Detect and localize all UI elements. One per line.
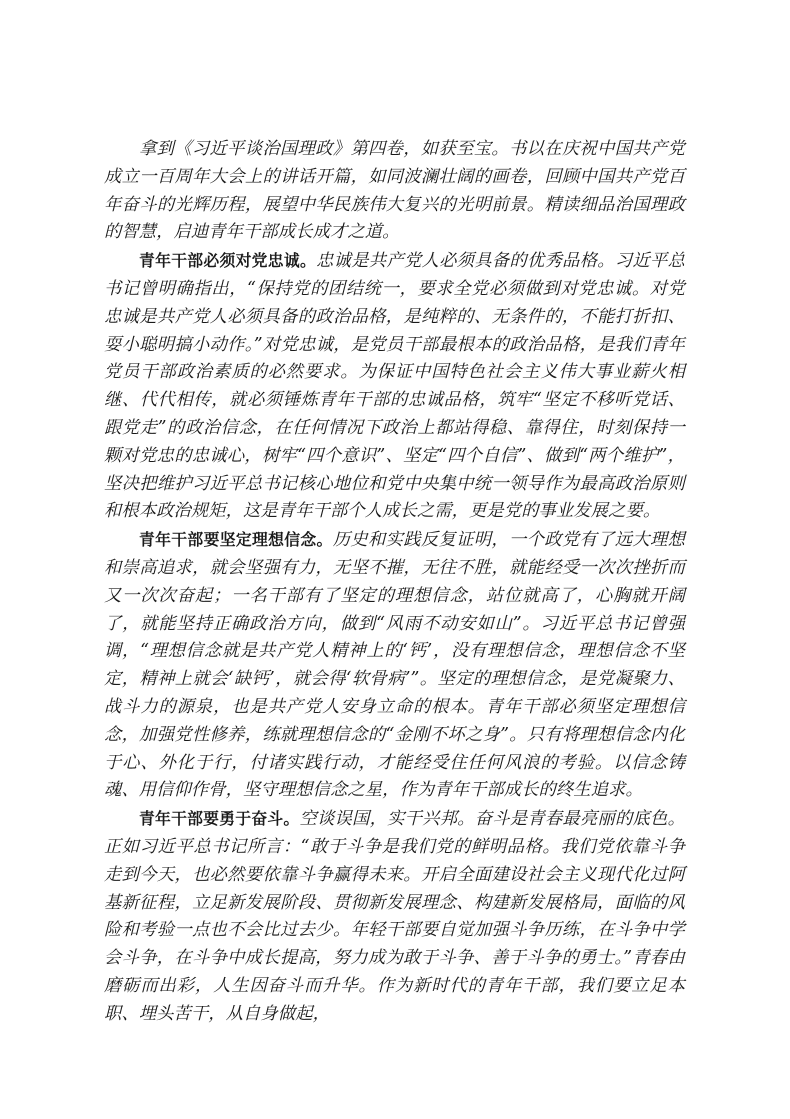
ideals-paragraph [104, 526, 685, 805]
paragraph-text: 空谈误国，实干兴邦。奋斗是青春最亮丽的底色。正如习近平总书记所言：“敢于斗争是我们党的鲜明品格。我们党依靠斗争走到今天，也必然要依靠斗争赢得未来。开启全面建设社会主义现代化过阿基新征程，立足新发展阶段、贯彻新发展理念、构建新发展格局，面临的风险和考验一点也不会比过去少。年轻干部要自觉加强斗争历练，在斗争中学会斗争，在斗争中成长提高，努力成为敢于斗争、善于斗争的勇士。”青春由磨砺而出彩，人生因奋斗而升华。作为新时代的青年干部，我们要立足本职、埋头苦干，从自身做起， [104, 809, 685, 1024]
paragraph-text: 历史和实践反复证明，一个政党有了远大理想和崇高追求，就会坚强有力，无坚不摧，无往不胜，就能经受一次次挫折而又一次次奋起；一名干部有了坚定的理想信念，站位就高了，心胸就开阔了，就能坚持正确政治方向，做到“风雨不动安如山”。习近平总书记曾强调，“理想信念就是共产党人精神上的‘钙’，没有理想信念，理想信念不坚定，精神上就会‘缺钙’，就会得‘软骨病’”。坚定的理想信念，是党凝聚力、战斗力的源泉，也是共产党人安身立命的根本。青年干部必须坚定理想信念，加强党性修养，练就理想信念的“金刚不坏之身”。只有将理想信念内化于心、外化于行，付诸实践行动，才能经受住任何风浪的考验。以信念铸魂、用信仰作骨，坚守理想信念之星，作为青年干部成长的终生追求。 [104, 530, 685, 801]
document-body [104, 136, 685, 1029]
paragraph-heading: 青年干部要勇于奋斗。 [139, 809, 300, 829]
paragraph-heading: 青年干部必须对党忠诚。 [139, 251, 317, 271]
intro-paragraph [104, 136, 685, 247]
paragraph-heading: 青年干部要坚定理想信念。 [139, 530, 333, 550]
paragraph-text: 忠诚是共产党人必须具备的优秀品格。习近平总书记曾明确指出，“保持党的团结统一，要求全党必须做到对党忠诚。对党忠诚是共产党人必须具备的政治品格，是纯粹的、无条件的，不能打折扣、耍小聪明搞小动作。”对党忠诚，是党员干部最根本的政治品格，是我们青年党员干部政治素质的必然要求。为保证中国特色社会主义伟大事业薪火相继、代代相传，就必须锤炼青年干部的忠诚品格，筑牢“坚定不移听党话、跟党走”的政治信念，在任何情况下政治上都站得稳、靠得住，时刻保持一颗对党忠的忠诚心，树牢“四个意识”、坚定“四个自信”、做到“两个维护”，坚决把维护习近平总书记核心地位和党中央集中统一领导作为最高政治原则和根本政治规矩，这是青年干部个人成长之需，更是党的事业发展之要。 [104, 251, 685, 522]
struggle-paragraph [104, 805, 685, 1028]
loyalty-paragraph [104, 247, 685, 526]
paragraph-text: 拿到《习近平谈治国理政》第四卷，如获至宝。书以在庆祝中国共产党成立一百周年大会上的讲话开篇，如同波澜壮阔的画卷，回顾中国共产党百年奋斗的光辉历程，展望中华民族伟大复兴的光明前景。精读细品治国理政的智慧，启迪青年干部成长成才之道。 [104, 139, 685, 243]
